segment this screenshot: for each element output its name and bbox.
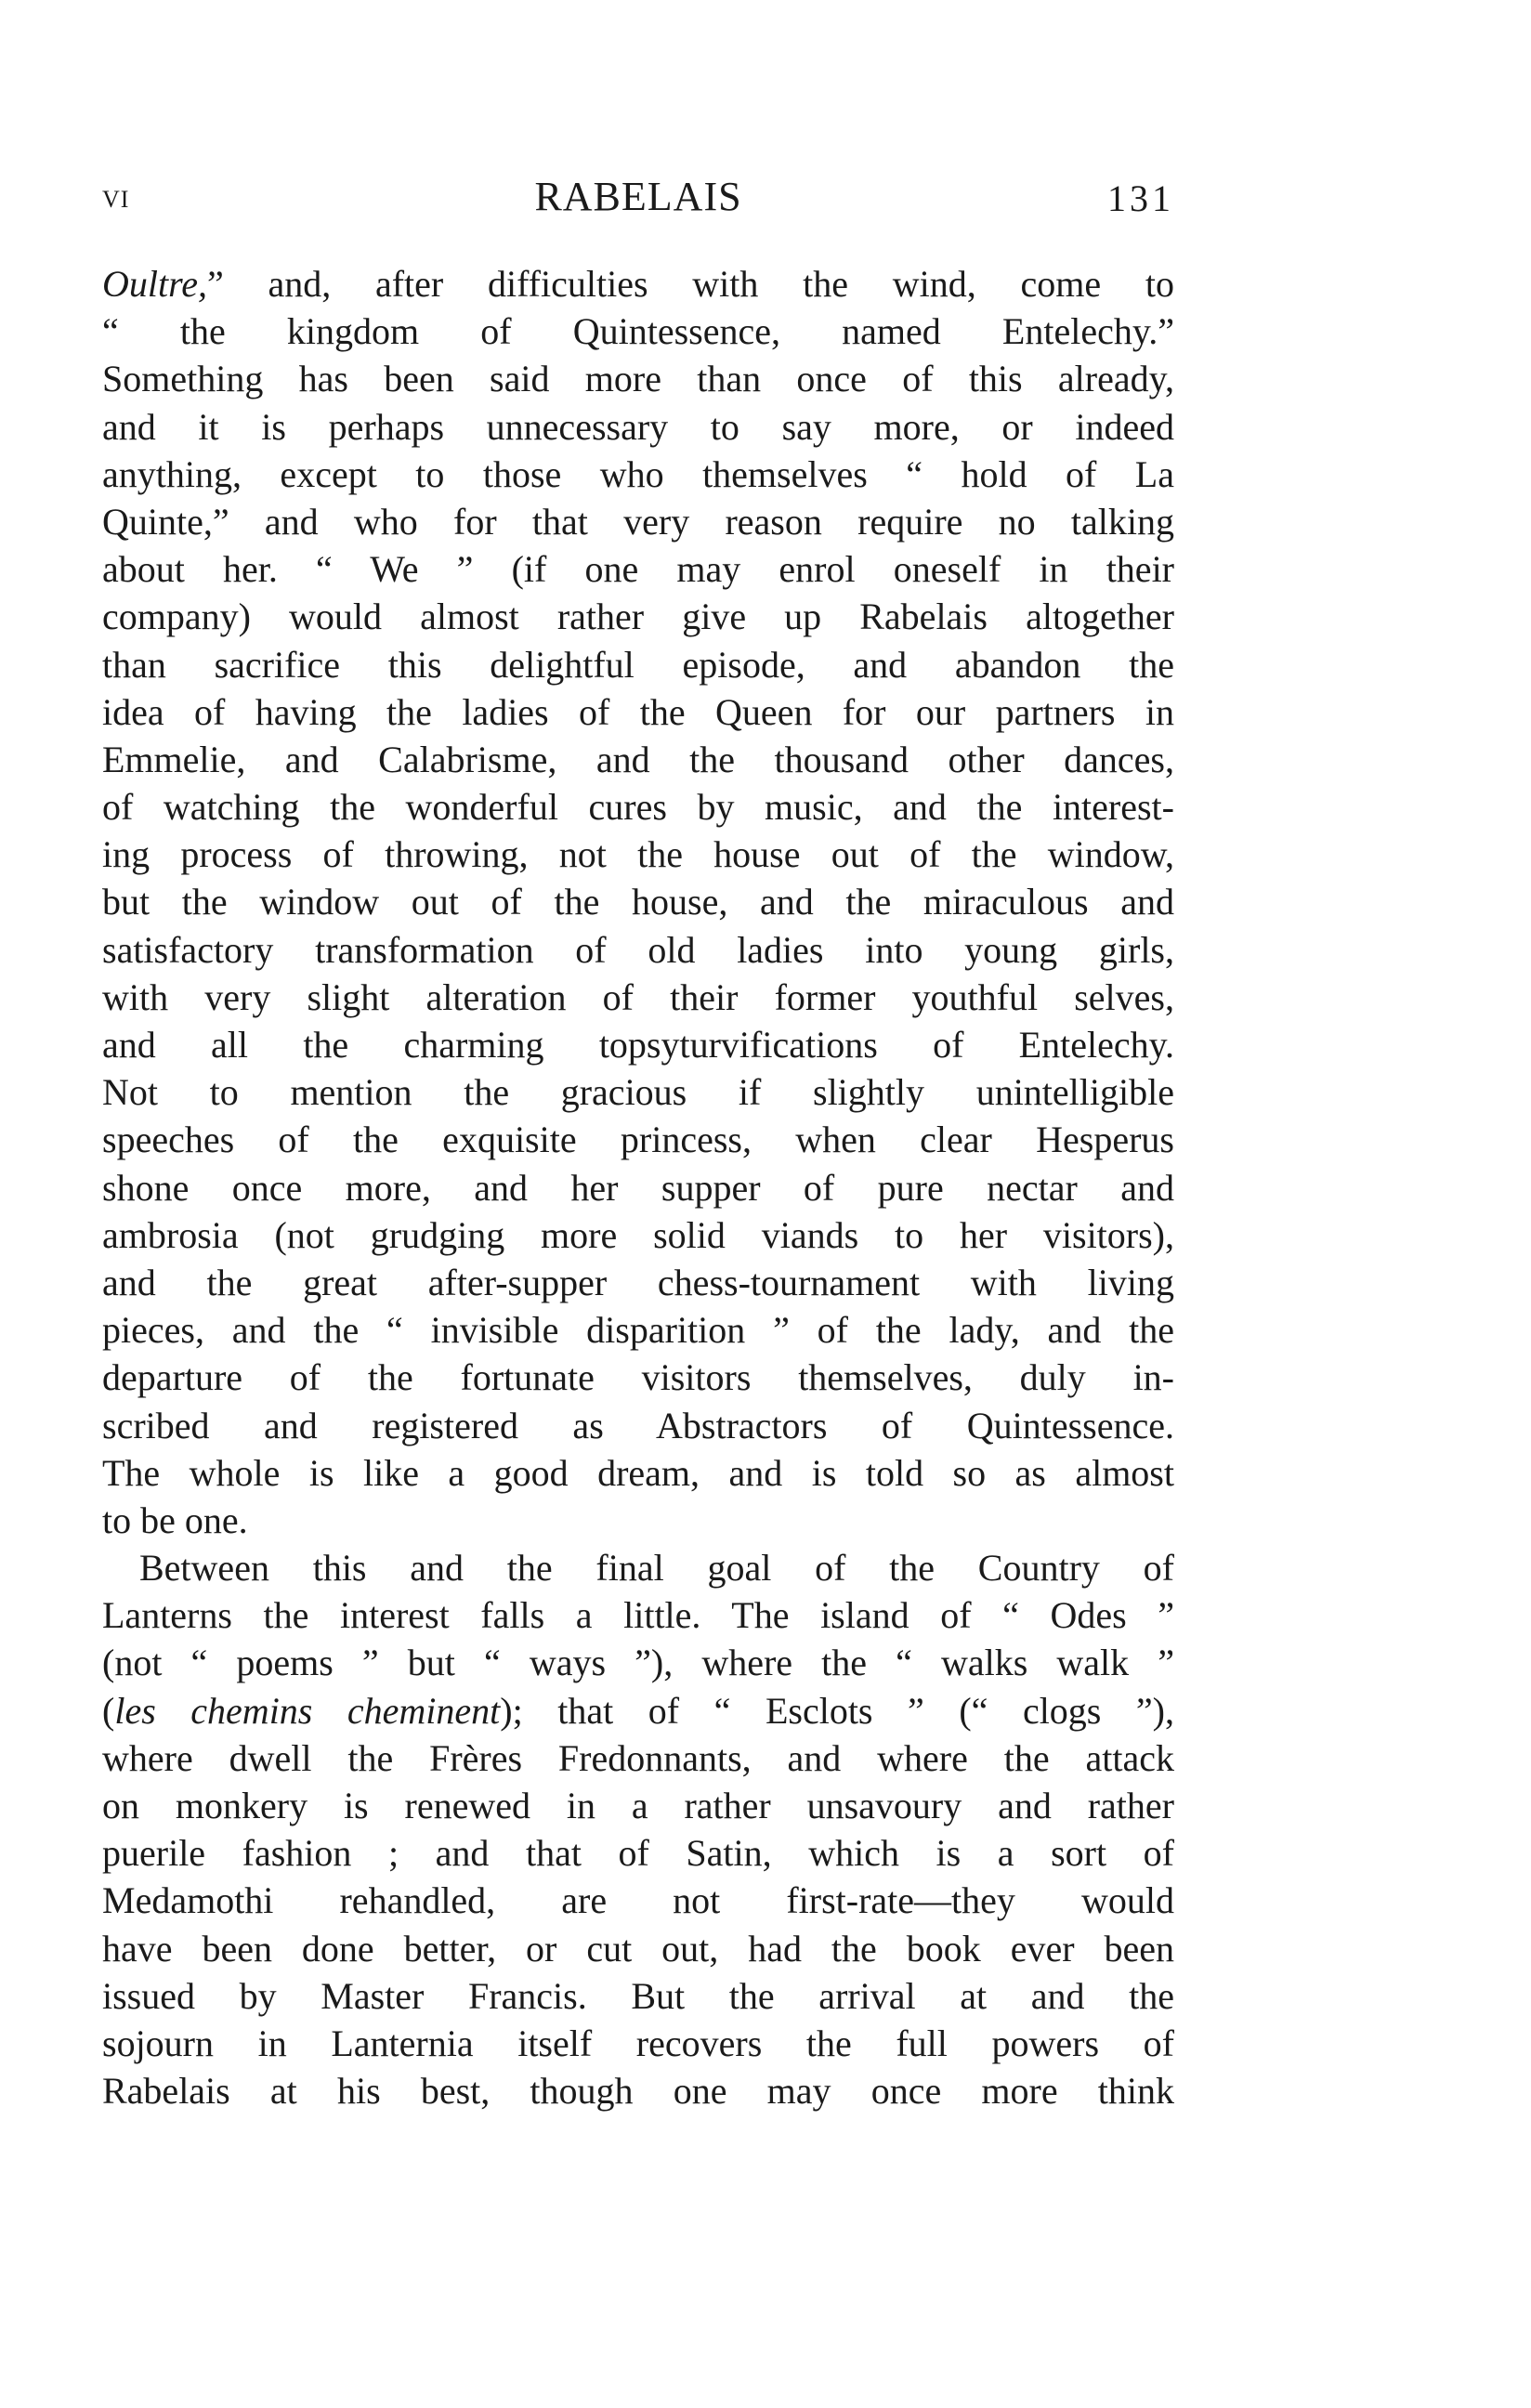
text-segment: idea of having the ladies of the Queen for our partners in <box>102 690 1174 733</box>
text-line <box>102 308 1174 355</box>
text-line <box>102 1211 1174 1259</box>
text-segment: with very slight alteration of their former youthful selves, <box>102 975 1174 1018</box>
text-line <box>102 1782 1174 1829</box>
text-segment: (not “ poems ” but “ ways ”), where the “ walks walk ” <box>102 1642 1174 1684</box>
text-line <box>102 688 1174 736</box>
text-line <box>102 1925 1174 1972</box>
text-segment: sojourn in Lanternia itself recovers the full powers of <box>102 2022 1174 2064</box>
text-segment: The whole is like a good dream, and is told so as almost <box>102 1451 1174 1494</box>
body-text <box>102 260 1174 2114</box>
text-segment: satisfactory transformation of old ladies into young girls, <box>102 928 1174 971</box>
text-segment: Lanterns the interest falls a little. The island of “ Odes ” <box>102 1594 1174 1637</box>
text-line <box>102 1734 1174 1782</box>
text-line <box>102 783 1174 831</box>
text-segment: Between this and the final goal of the Country of <box>139 1547 1174 1590</box>
text-segment: Quinte,” and who for that very reason require no talking <box>102 500 1174 543</box>
text-line <box>102 1877 1174 1924</box>
text-line <box>102 545 1174 593</box>
page-number: 131 <box>1107 177 1174 219</box>
text-segment: and it is perhaps unnecessary to say more, or indeed <box>102 405 1174 448</box>
text-line <box>102 926 1174 974</box>
running-header <box>102 173 1174 225</box>
text-segment: and the great after-supper chess-tournament with living <box>102 1261 1174 1303</box>
text-segment: issued by Master Francis. But the arrival at and the <box>102 1974 1174 2017</box>
text-segment: Emmelie, and Calabrisme, and the thousand other dances, <box>102 738 1174 780</box>
text-line <box>102 878 1174 925</box>
text-segment: and all the charming topsyturvifications of Entelechy. <box>102 1024 1174 1066</box>
text-segment: on monkery is renewed in a rather unsavoury and rather <box>102 1785 1174 1826</box>
text-segment: scribed and registered as Abstractors of Quintessence. <box>102 1404 1174 1446</box>
text-line <box>102 355 1174 402</box>
text-line <box>102 641 1174 688</box>
text-segment: than sacrifice this delightful episode, and abandon the <box>102 643 1174 686</box>
text-segment: Medamothi rehandled, are not first-rate—they would <box>102 1879 1174 1922</box>
text-line <box>102 974 1174 1021</box>
text-segment: to be one. <box>102 1498 248 1541</box>
italic-text: Oultre, <box>102 263 207 305</box>
text-line <box>102 1402 1174 1449</box>
text-segment: have been done better, or cut out, had the book ever been <box>102 1927 1174 1970</box>
text-segment: puerile fashion ; and that of Satin, which is a sort of <box>102 1832 1174 1875</box>
text-segment: ” and, after difficulties with the wind, come to <box>206 263 1174 305</box>
text-line <box>102 1639 1174 1686</box>
text-line <box>102 1544 1174 1591</box>
text-segment: anything, except to those who themselves “ hold of La <box>102 452 1174 495</box>
text-segment: company) would almost rather give up Rabelais altogether <box>102 595 1174 638</box>
text-segment: pieces, and the “ invisible disparition ” of the lady, and the <box>102 1309 1174 1352</box>
text-line <box>102 2067 1174 2114</box>
text-line <box>102 1354 1174 1401</box>
text-segment: about her. “ We ” (if one may enrol oneself in their <box>102 548 1174 591</box>
text-line <box>102 1259 1174 1306</box>
text-segment: Rabelais at his best, though one may once more think <box>102 2070 1174 2113</box>
text-line <box>102 403 1174 451</box>
text-line <box>102 1497 1174 1544</box>
text-line <box>102 1972 1174 2020</box>
text-segment: Not to mention the gracious if slightly unintelligible <box>102 1071 1174 1114</box>
text-line <box>102 1829 1174 1877</box>
text-segment: where dwell the Frères Fredonnants, and where the attack <box>102 1736 1174 1779</box>
chapter-number: VI <box>102 186 130 213</box>
text-line <box>102 1116 1174 1163</box>
text-line <box>102 831 1174 878</box>
text-line <box>102 1591 1174 1639</box>
text-line <box>102 593 1174 640</box>
text-line <box>102 260 1174 308</box>
text-segment: ambrosia (not grudging more solid viands to her visitors), <box>102 1213 1174 1256</box>
text-segment: shone once more, and her supper of pure nectar and <box>102 1166 1174 1209</box>
text-line <box>102 2020 1174 2067</box>
text-segment: departure of the fortunate visitors themselves, duly in- <box>102 1356 1174 1399</box>
text-segment: Something has been said more than once of this already, <box>102 358 1174 400</box>
text-line <box>102 1306 1174 1354</box>
text-line <box>102 498 1174 545</box>
text-segment: ( <box>102 1689 115 1732</box>
text-line <box>102 1021 1174 1068</box>
text-line <box>102 1687 1174 1734</box>
running-title: RABELAIS <box>534 174 742 219</box>
text-line <box>102 736 1174 783</box>
text-line <box>102 451 1174 498</box>
italic-text: les chemins cheminent <box>114 1689 501 1732</box>
text-segment: but the window out of the house, and the miraculous and <box>102 881 1174 923</box>
text-line <box>102 1449 1174 1497</box>
text-line <box>102 1068 1174 1116</box>
text-segment: speeches of the exquisite princess, when clear Hesperus <box>102 1119 1174 1161</box>
text-segment: ); that of “ Esclots ” (“ clogs ”), <box>500 1689 1174 1732</box>
text-segment: “ the kingdom of Quintessence, named Entelechy.” <box>102 310 1174 353</box>
text-line <box>102 1164 1174 1211</box>
text-segment: ing process of throwing, not the house out of the window, <box>102 833 1174 876</box>
text-segment: of watching the wonderful cures by music, and the interest- <box>102 786 1174 829</box>
